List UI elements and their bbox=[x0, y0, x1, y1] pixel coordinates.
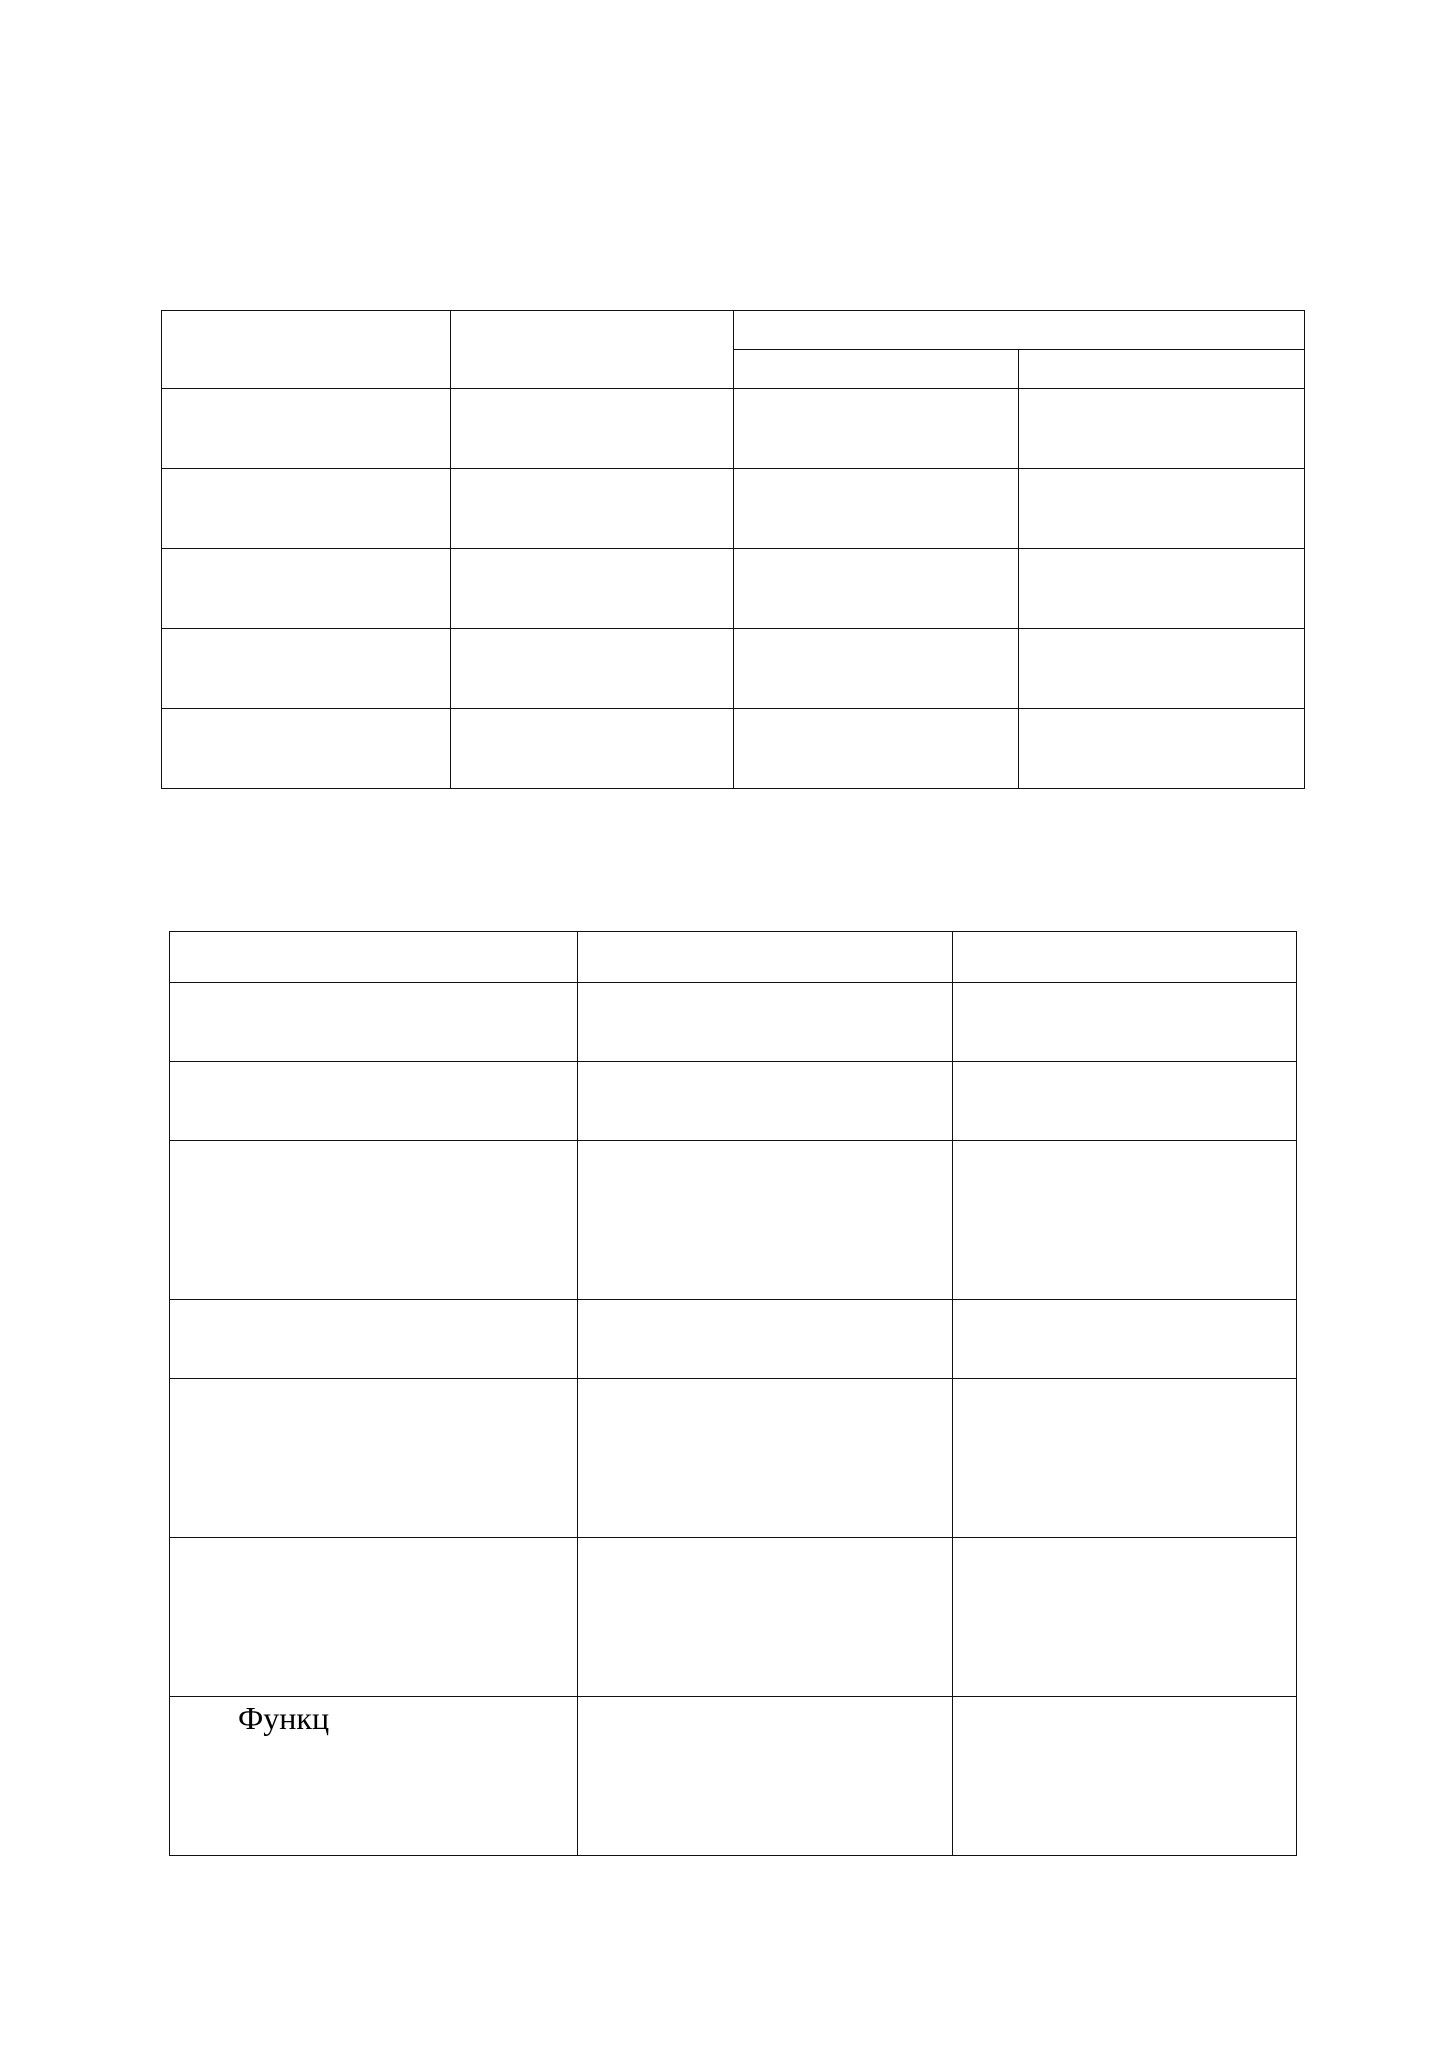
table-cell bbox=[578, 1379, 953, 1538]
table-1 bbox=[161, 310, 1305, 789]
table-row bbox=[170, 983, 1297, 1062]
table-1-header-cell bbox=[162, 311, 451, 389]
table-2-header-cell bbox=[953, 932, 1297, 983]
table-row bbox=[162, 709, 1305, 789]
table-row bbox=[162, 389, 1305, 469]
table-cell bbox=[578, 983, 953, 1062]
table-1-header-cell bbox=[734, 311, 1305, 350]
table-cell bbox=[953, 983, 1297, 1062]
table-cell bbox=[162, 469, 451, 549]
table-cell bbox=[162, 389, 451, 469]
table-1-header-row bbox=[162, 311, 1305, 350]
table-cell bbox=[162, 709, 451, 789]
table-1-header-cell bbox=[451, 311, 734, 389]
table-cell bbox=[953, 1697, 1297, 1856]
table-row bbox=[170, 1538, 1297, 1697]
table-cell bbox=[734, 389, 1019, 469]
table-cell bbox=[734, 709, 1019, 789]
table-cell bbox=[1019, 549, 1305, 629]
table-2-header-cell bbox=[578, 932, 953, 983]
table-cell bbox=[953, 1379, 1297, 1538]
table-cell bbox=[451, 469, 734, 549]
table-cell bbox=[451, 629, 734, 709]
table-2-header-row bbox=[170, 932, 1297, 983]
table-row bbox=[162, 549, 1305, 629]
table-cell bbox=[578, 1538, 953, 1697]
table-cell bbox=[734, 549, 1019, 629]
table-cell bbox=[1019, 629, 1305, 709]
table-cell bbox=[734, 629, 1019, 709]
table-row bbox=[170, 1697, 1297, 1856]
table-cell bbox=[578, 1141, 953, 1300]
table-2 bbox=[169, 931, 1297, 1856]
table-cell bbox=[734, 469, 1019, 549]
table-cell bbox=[1019, 389, 1305, 469]
table-cell bbox=[451, 709, 734, 789]
table-cell bbox=[162, 549, 451, 629]
table-cell bbox=[170, 983, 578, 1062]
table-row bbox=[170, 1379, 1297, 1538]
table-cell bbox=[1019, 709, 1305, 789]
table-row bbox=[170, 1062, 1297, 1141]
table-cell bbox=[578, 1697, 953, 1856]
table-cell bbox=[162, 629, 451, 709]
table-cell bbox=[953, 1538, 1297, 1697]
table-cell bbox=[953, 1300, 1297, 1379]
table-1-subheader-cell bbox=[734, 350, 1019, 389]
table-cell bbox=[170, 1300, 578, 1379]
table-2-header-cell bbox=[170, 932, 578, 983]
table-cell bbox=[451, 389, 734, 469]
function-label: Функц bbox=[238, 1700, 330, 1736]
table-cell bbox=[953, 1141, 1297, 1300]
table-cell bbox=[170, 1538, 578, 1697]
table-row bbox=[162, 469, 1305, 549]
table-cell bbox=[451, 549, 734, 629]
table-row bbox=[170, 1300, 1297, 1379]
table-row bbox=[162, 629, 1305, 709]
table-row bbox=[170, 1141, 1297, 1300]
table-cell-function bbox=[170, 1697, 578, 1856]
table-cell bbox=[578, 1062, 953, 1141]
table-cell bbox=[170, 1379, 578, 1538]
table-cell bbox=[578, 1300, 953, 1379]
table-cell bbox=[170, 1062, 578, 1141]
table-cell bbox=[170, 1141, 578, 1300]
table-cell bbox=[953, 1062, 1297, 1141]
table-cell bbox=[1019, 469, 1305, 549]
table-1-subheader-cell bbox=[1019, 350, 1305, 389]
